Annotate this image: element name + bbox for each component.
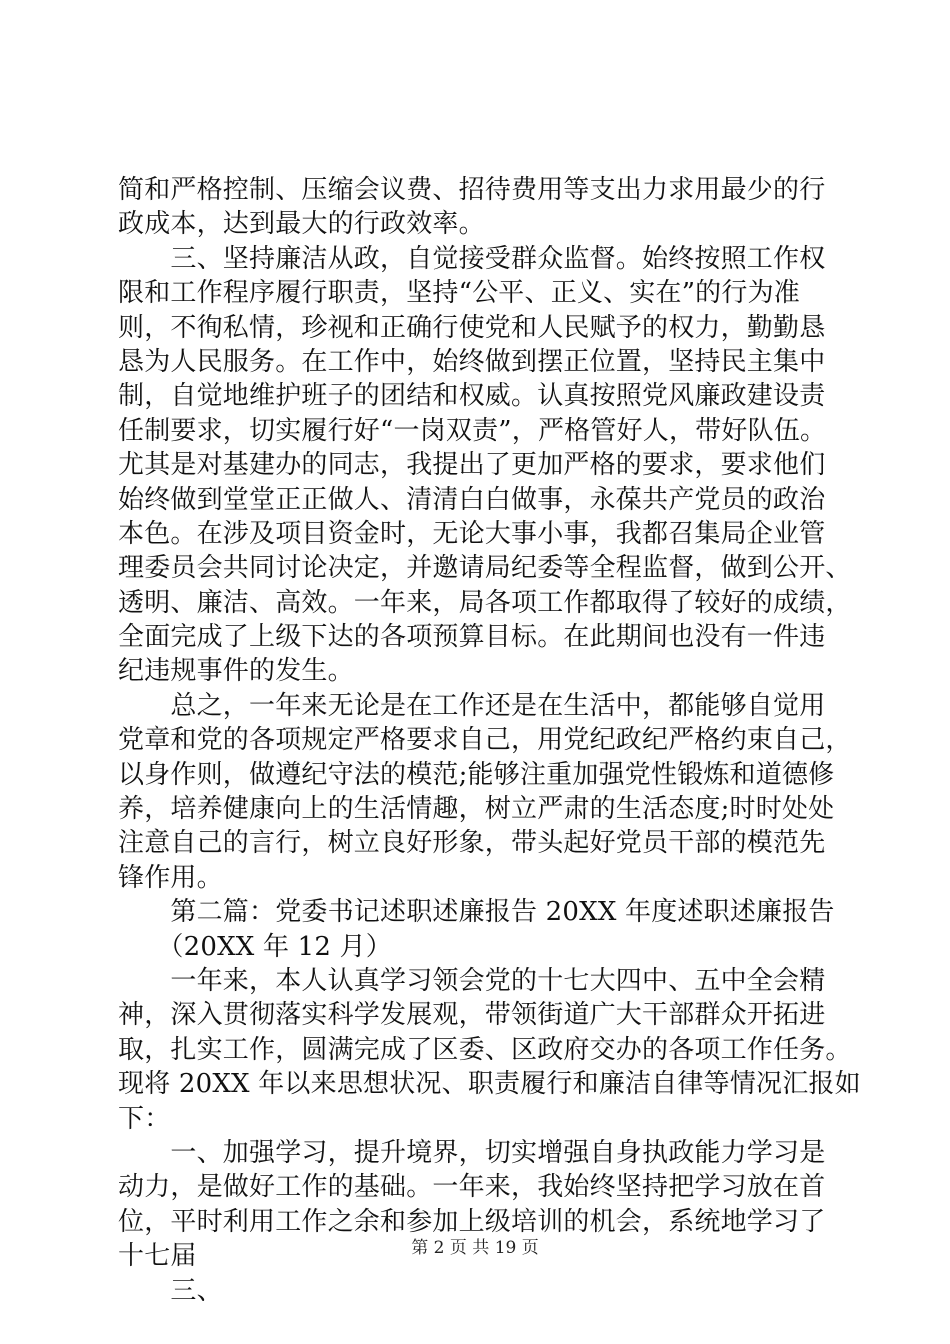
text-line: 三、坚持廉洁从政，自觉接受群众监督。始终按照工作权 [118,243,826,274]
page-number-footer: 第 2 页 共 19 页 [411,1238,539,1258]
text-line: 一年来，本人认真学习领会党的十七大四中、五中全会精 [118,965,826,996]
text-line: 以身作则，做遵纪守法的模范;能够注重加强党性锻炼和道德修 [118,759,835,790]
text-line: 恳为人民服务。在工作中，始终做到摆正位置，坚持民主集中 [118,346,826,377]
text-line: 神，深入贯彻落实科学发展观，带领街道广大干部群众开拓进 [118,1000,826,1031]
text-line: 一、加强学习，提升境界，切实增强自身执政能力学习是 [118,1137,826,1168]
text-line: 下： [118,1103,171,1134]
text-line: 纪违规事件的发生。 [118,656,354,687]
text-line: 始终做到堂堂正正做人、清清白白做事，永葆共产党员的政治 [118,484,826,515]
text-line: 注意自己的言行，树立良好形象，带头起好党员干部的模范先 [118,828,826,859]
text-line: 三、 [118,1275,223,1306]
text-line: 透明、廉洁、高效。一年来，局各项工作都取得了较好的成绩， [118,587,852,618]
text-line: 任制要求，切实履行好“一岗双责”，严格管好人，带好队伍。 [118,415,827,446]
document-body [118,173,861,1308]
text-line: 党章和党的各项规定严格要求自己，用党纪政纪严格约束自己， [118,725,852,756]
text-line: 十七届 [118,1241,197,1272]
text-line: 锋作用。 [118,862,223,893]
text-line: 取，扎实工作，圆满完成了区委、区政府交办的各项工作任务。 [118,1034,852,1065]
text-line: 政成本，达到最大的行政效率。 [118,209,485,240]
text-line: 动力，是做好工作的基础。一年来，我始终坚持把学习放在首 [118,1172,826,1203]
text-line: 全面完成了上级下达的各项预算目标。在此期间也没有一件违 [118,622,826,653]
text-line: 尤其是对基建办的同志，我提出了更加严格的要求，要求他们 [118,450,826,481]
text-line: 则，不徇私情，珍视和正确行使党和人民赋予的权力，勤勤恳 [118,312,826,343]
section-heading: 第二篇：党委书记述职述廉报告 20XX 年度述职述廉报告 [118,897,835,928]
text-line: 理委员会共同讨论决定，并邀请局纪委等全程监督，做到公开、 [118,553,852,584]
section-date: （20XX 年 12 月） [118,931,392,962]
text-line: 总之，一年来无论是在工作还是在生活中，都能够自觉用 [118,690,826,721]
text-line: 本色。在涉及项目资金时，无论大事小事，我都召集局企业管 [118,518,826,549]
text-line: 养，培养健康向上的生活情趣，树立严肃的生活态度;时时处处 [118,794,835,825]
text-line: 制，自觉地维护班子的团结和权威。认真按照党风廉政建设责 [118,381,826,412]
text-line: 限和工作程序履行职责，坚持“公平、正义、实在”的行为准 [118,278,800,309]
text-line: 简和严格控制、压缩会议费、招待费用等支出力求用最少的行 [118,175,826,205]
text-line: 位，平时利用工作之余和参加上级培训的机会，系统地学习了 [118,1206,826,1237]
text-line: 现将 20XX 年以来思想状况、职责履行和廉洁自律等情况汇报如 [118,1069,861,1100]
